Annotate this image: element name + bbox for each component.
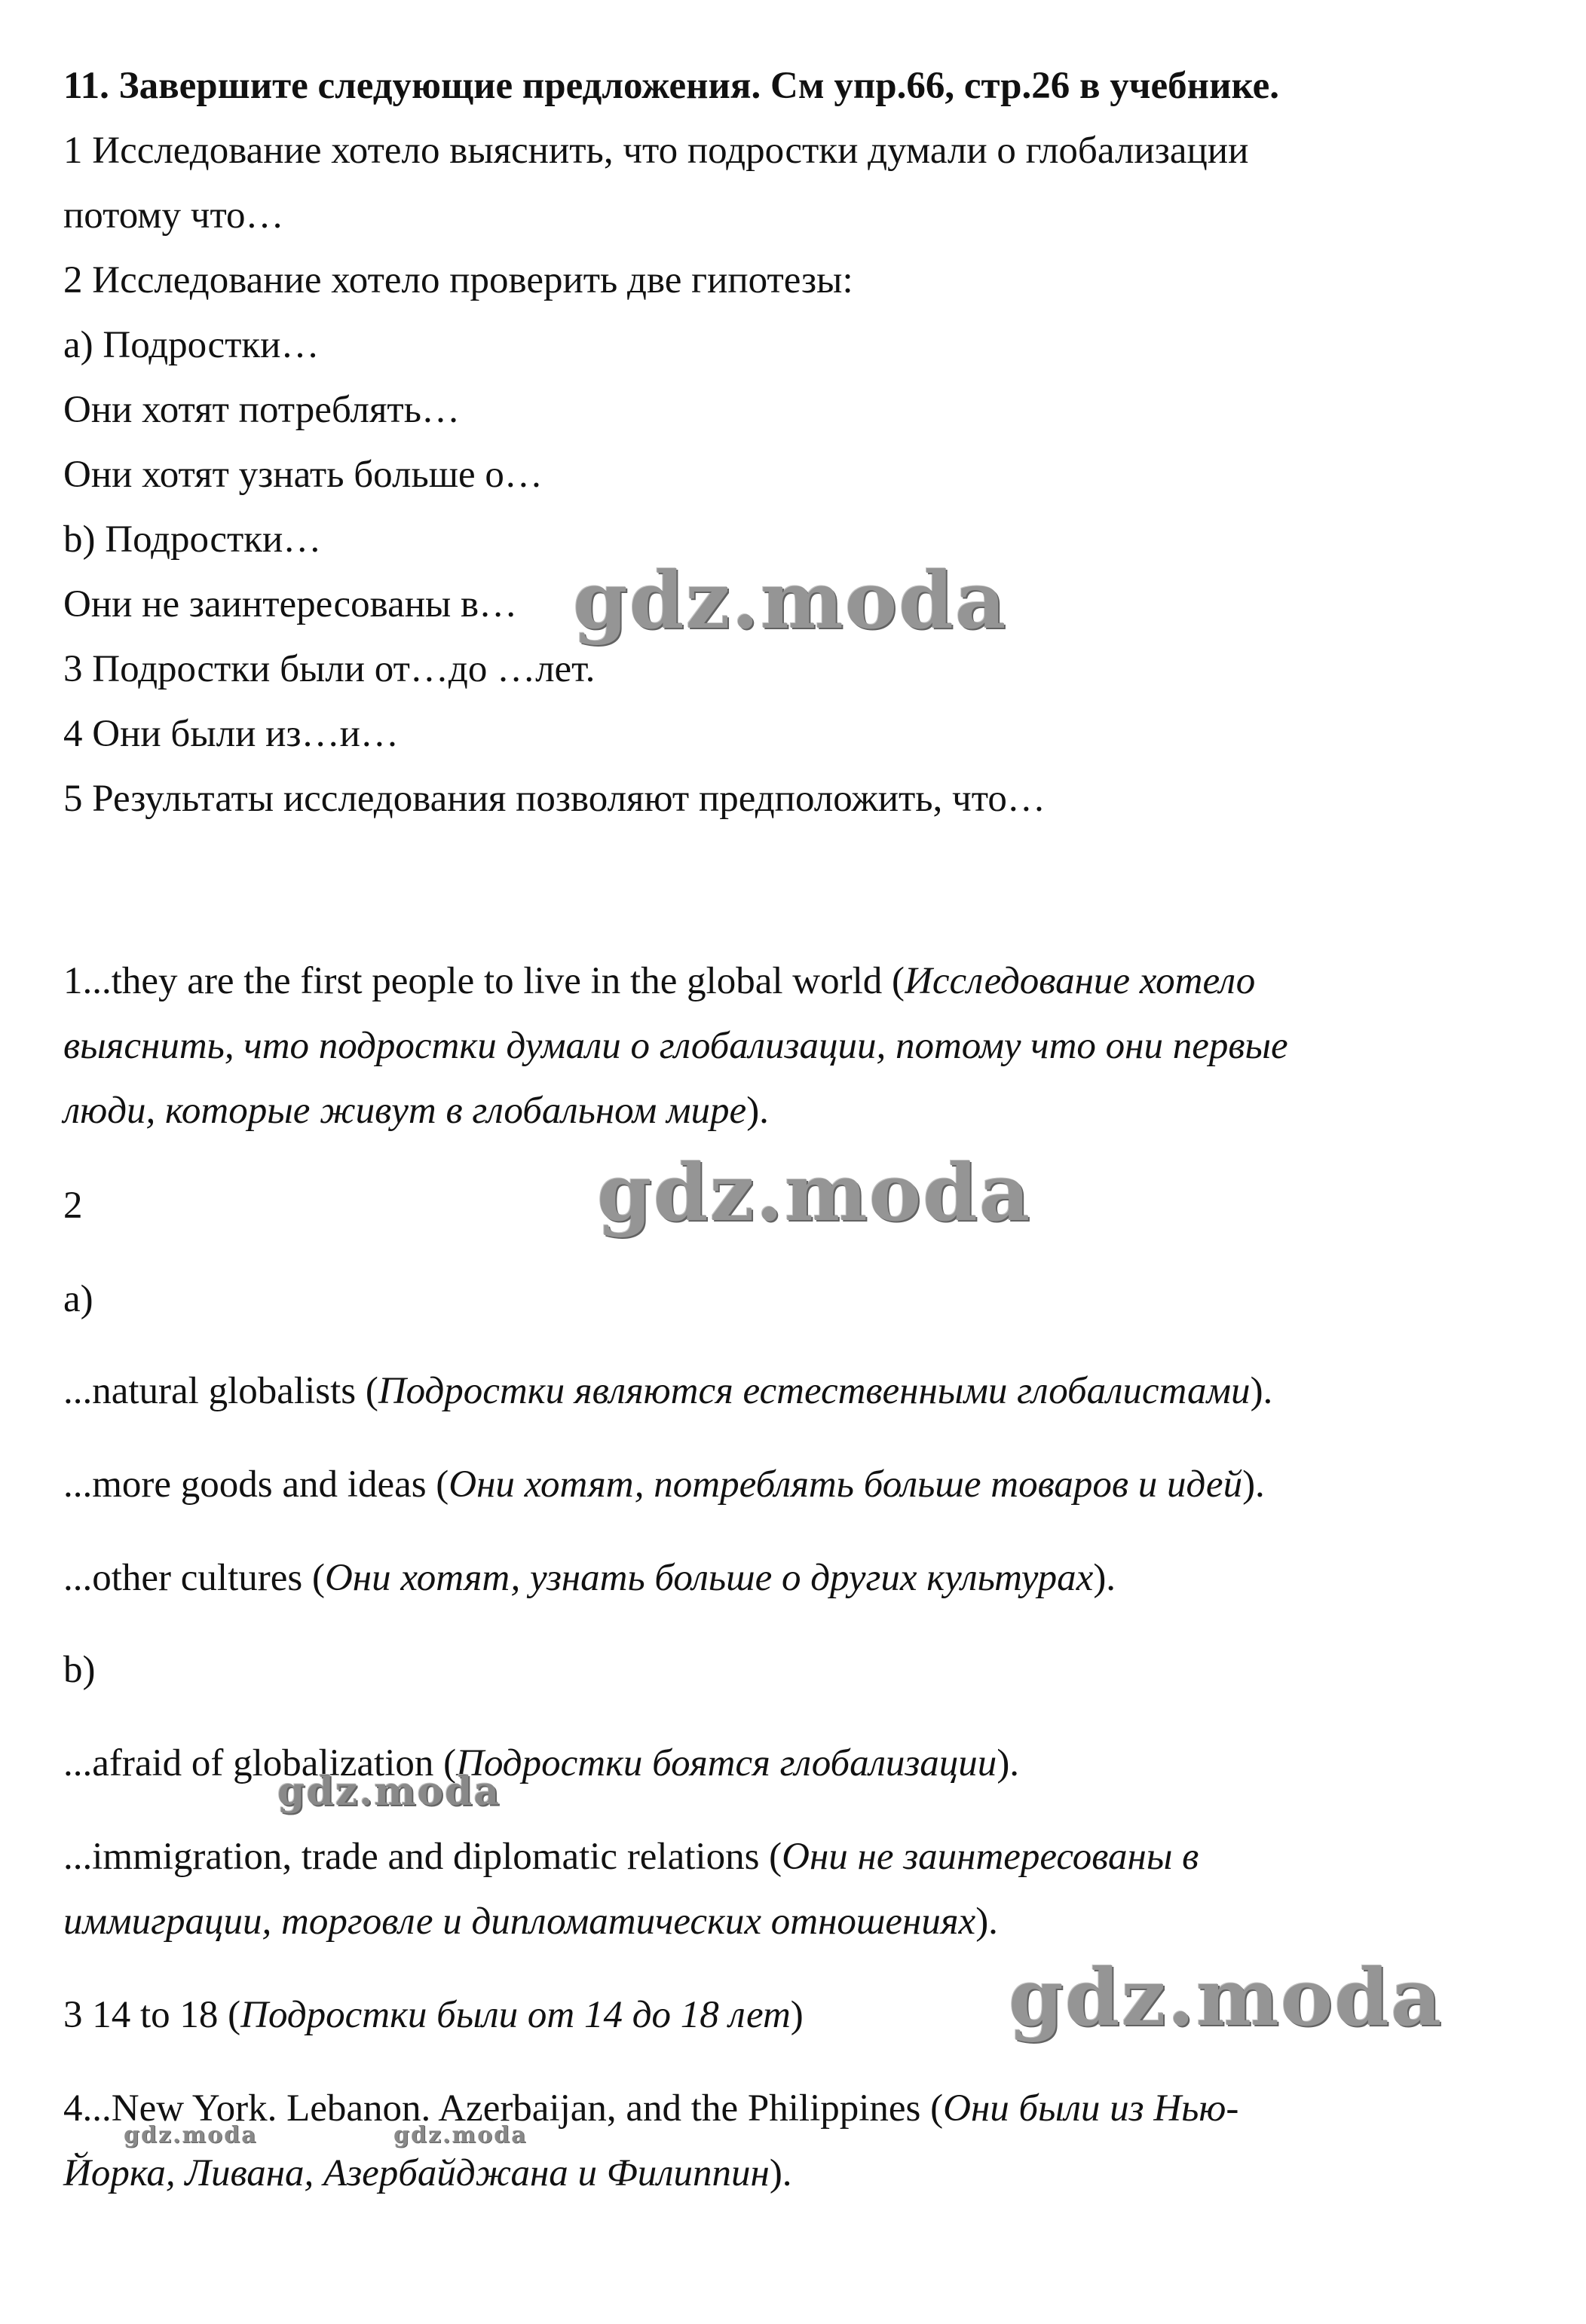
answer-close: ). <box>769 2152 792 2194</box>
answer-translation: Они были из Нью- <box>943 2087 1239 2130</box>
answer-2b-item-2-cont <box>63 1899 1541 1944</box>
task-line: a) Подростки… <box>63 324 320 366</box>
answer-1-line-1 <box>63 959 1541 1004</box>
answer-english: ...afraid of globalization ( <box>63 1742 457 1784</box>
task-line: Они не заинтересованы в… <box>63 583 518 625</box>
answer-english: ...other cultures ( <box>63 1557 325 1599</box>
answer-2a-item-1 <box>63 1368 1541 1414</box>
answer-close: ). <box>1250 1370 1273 1412</box>
answer-1-english: 1...they are the first people to live in the global world ( <box>63 960 905 1002</box>
watermark-logo: gdz.moda <box>124 2122 258 2148</box>
watermark-logo: gdz.moda <box>1009 1951 1444 2044</box>
answer-close: ). <box>975 1900 998 1943</box>
watermark-logo: gdz.moda <box>277 1769 501 1815</box>
task-line: 4 Они были из…и… <box>63 713 399 755</box>
answer-translation: Подростки были от 14 до 18 лет <box>240 1994 791 2036</box>
answer-2a-label: a) <box>63 1278 93 1320</box>
answer-translation: Подростки являются естественными глобалистами <box>378 1370 1251 1412</box>
answer-translation: Они не заинтересованы в <box>782 1836 1199 1878</box>
answer-2a-item-3 <box>63 1555 1541 1601</box>
answer-close: ). <box>1242 1463 1265 1506</box>
answer-translation: Они хотят, потреблять больше товаров и идей <box>449 1463 1243 1506</box>
answer-close: ) <box>790 1994 804 2036</box>
answer-english: ...more goods and ideas ( <box>63 1463 449 1506</box>
answer-translation: иммиграции, торговле и дипломатических отношениях <box>63 1900 976 1943</box>
watermark-logo: gdz.moda <box>597 1146 1032 1239</box>
watermark-logo: gdz.moda <box>573 554 1008 647</box>
answer-close: ). <box>997 1742 1020 1784</box>
answer-translation: Йорка, Ливана, Азербайджана и Филиппин <box>63 2152 770 2194</box>
answer-translation: Подростки боятся глобализации <box>456 1742 997 1784</box>
answer-english: ...immigration, trade and diplomatic relations ( <box>63 1836 782 1878</box>
answer-2b-item-2 <box>63 1834 1541 1879</box>
task-line: 5 Результаты исследования позволяют предположить, что… <box>63 778 1046 820</box>
task-line: Они хотят узнать больше о… <box>63 454 543 496</box>
task-heading: 11. Завершите следующие предложения. См упр.66, стр.26 в учебнике. <box>63 65 1279 107</box>
task-line: b) Подростки… <box>63 518 322 561</box>
answer-translation: Они хотят, узнать больше о других культурах <box>324 1557 1094 1599</box>
task-line: 2 Исследование хотело проверить две гипотезы: <box>63 259 853 301</box>
task-line: 1 Исследование хотело выяснить, что подростки думали о глобализации <box>63 130 1249 172</box>
answer-4-line-1 <box>63 2086 1541 2131</box>
answer-2-label: 2 <box>63 1185 83 1227</box>
answer-4-line-2 <box>63 2151 1541 2196</box>
answer-2b-label: b) <box>63 1649 96 1691</box>
answer-1-line-2: выяснить, что подростки думали о глобализации, потому что они первые <box>63 1025 1288 1067</box>
answer-1-line-3 <box>63 1088 1541 1133</box>
watermark-logo: gdz.moda <box>393 2122 528 2148</box>
answer-close: ). <box>1093 1557 1116 1599</box>
answer-1-translation: люди, которые живут в глобальном мире <box>63 1090 747 1132</box>
task-line: 3 Подростки были от…до …лет. <box>63 648 596 690</box>
answer-2a-item-2 <box>63 1462 1541 1507</box>
task-line: Они хотят потреблять… <box>63 389 460 431</box>
answer-english: 4...New York. Lebanon. Azerbaijan, and the Philippines ( <box>63 2087 944 2130</box>
answer-1-translation: Исследование хотело <box>905 960 1256 1002</box>
answer-english: ...natural globalists ( <box>63 1370 378 1412</box>
answer-english: 3 14 to 18 ( <box>63 1994 241 2036</box>
task-line: потому что… <box>63 194 284 237</box>
answer-1-close: ). <box>746 1090 769 1132</box>
